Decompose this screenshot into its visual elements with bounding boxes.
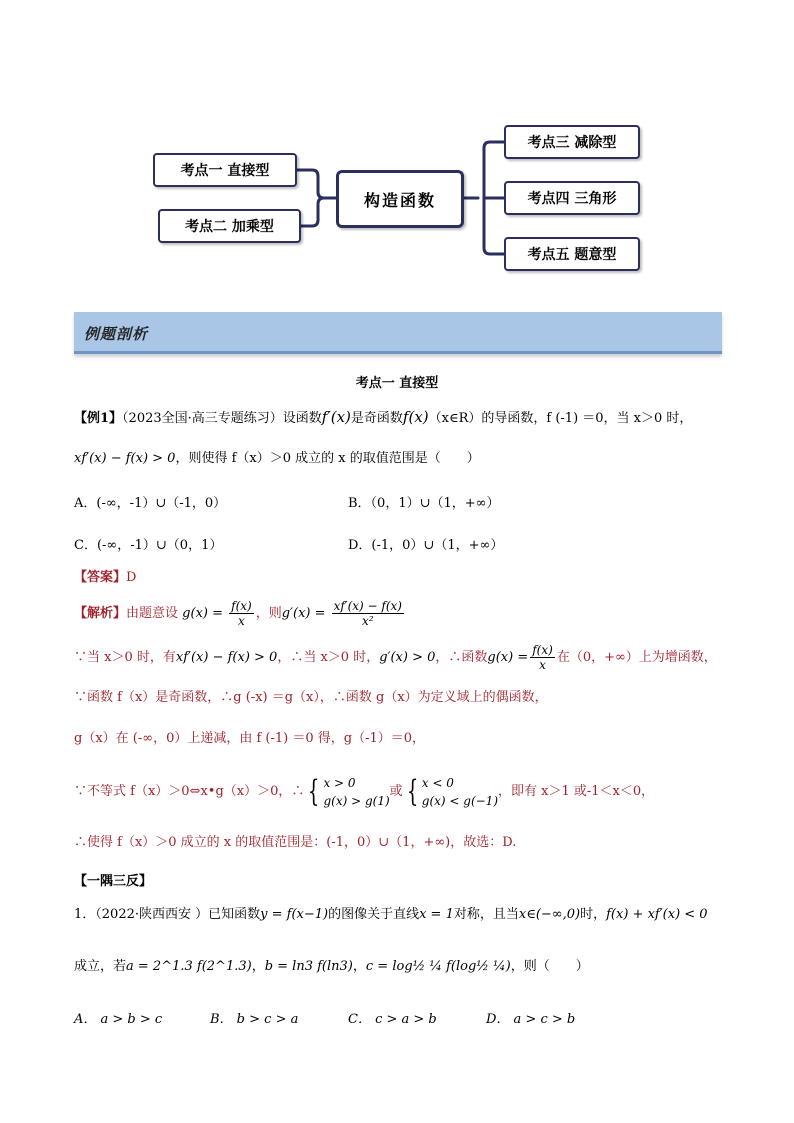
mindmap-node-label: 考点一 直接型 [180, 163, 270, 179]
analysis-text: 在（0，+∞）上为增函数， [556, 650, 717, 665]
analysis-line-4 [74, 772, 654, 812]
q-math: f(x) + xf′(x) < 0 [606, 907, 708, 922]
q-text: 的图像关于直线 [328, 907, 420, 922]
mindmap-node-label: 考点四 三角形 [527, 191, 617, 207]
mindmap-node-label: 考点二 加乘型 [185, 219, 274, 235]
system-row: g(x) > g(1) [323, 793, 390, 808]
q-text: 对称，且当 [453, 907, 519, 922]
system-row: g(x) < g(−1) [421, 793, 498, 808]
analysis-math: xf′(x) − f(x) > 0 [175, 650, 278, 665]
option-d: D．(-1，0）∪（1，+∞） [348, 538, 504, 553]
analysis-math: g′(x) > 0 [379, 650, 436, 665]
analysis-line-1 [74, 641, 717, 675]
analysis-text: ∵不等式 f（x）＞0⇔x•g（x）＞0，∴ [74, 784, 305, 799]
gprime-lhs: g′(x) = [281, 606, 326, 621]
analysis-text: ，∴函数 [435, 650, 488, 665]
mindmap-node-label: 考点五 题意型 [527, 247, 617, 263]
subsection-title [0, 372, 794, 391]
q-text: 1．（2022·陕西西安 ）已知函数 [74, 907, 261, 922]
practice-q1-line-1 [74, 906, 708, 924]
stem-text: 是奇函数 [350, 411, 403, 426]
mindmap-node-left-1 [153, 153, 297, 187]
q-math: c = log½ ¼ f(log½ ¼) [365, 959, 511, 974]
stem-text: ，则使得 f（x）＞0 成立的 x 的取值范围是（ ） [175, 451, 480, 466]
left-brace-icon: { [308, 773, 320, 809]
q-text: 成立，若 [74, 959, 127, 974]
g-fraction-denominator: x [238, 614, 245, 628]
stem-text: 设函数 [282, 411, 322, 426]
mindmap-connectors [0, 0, 794, 300]
gprime-numerator: xf′(x) − f(x) [333, 599, 402, 613]
q-text: ， [251, 959, 265, 974]
gprime-denominator: x² [362, 614, 374, 628]
option-a: A．(-∞，-1）∪（-1，0） [74, 496, 227, 511]
analysis-line-3: g（x）在 (-∞，0）上递减，由 f (-1) ＝0 得，g（-1）＝0， [74, 731, 426, 746]
example-stem-line-1 [74, 408, 692, 428]
section-header [74, 312, 722, 354]
section-title: 例题剖析 [84, 325, 149, 343]
mindmap-center-label: 构造函数 [363, 190, 436, 210]
g-fraction-inline [530, 643, 555, 672]
q-text: ，则（ ） [510, 959, 589, 974]
practice-q1-line-2 [74, 958, 589, 976]
mindmap-node-right-2 [504, 181, 640, 215]
mindmap-center-node [336, 170, 464, 228]
g-def-lhs: g(x) = [182, 606, 223, 621]
answer-line [74, 569, 136, 587]
q-math: b = ln3 f(ln3) [264, 959, 353, 974]
analysis-text: ∵当 x＞0 时，有 [74, 650, 176, 665]
q-math: x∈(−∞,0) [518, 907, 581, 922]
stem-math: f(x) [402, 408, 429, 426]
gprime-fraction [332, 599, 404, 628]
answer-value: D [126, 570, 137, 585]
system-row: x > 0 [323, 775, 356, 790]
analysis-line-5: ∴使得 f（x）＞0 成立的 x 的取值范围是：(-1，0）∪（1，+∞)，故选：D. [74, 835, 517, 850]
q-text: 时， [580, 907, 607, 922]
q-text: ， [352, 959, 366, 974]
example-source: （2023全国·高三专题练习） [122, 411, 283, 426]
q-math: a = 2^1.3 f(2^1.3) [126, 959, 252, 974]
option-b: B．（0，1）∪（1，+∞） [348, 496, 500, 511]
practice-option-a: A． a > b > c [74, 1012, 163, 1027]
q-math: y = f(x−1) [260, 907, 329, 922]
analysis-text: ，则 [255, 606, 282, 621]
inequality-system-1 [323, 774, 389, 810]
mindmap-node-right-1 [504, 125, 640, 159]
analysis-line-2: ∵函数 f（x）是奇函数，∴g (-x) ＝g（x），∴函数 g（x）为定义域上的偶函数， [74, 690, 548, 705]
left-brace-icon: { [406, 773, 418, 809]
g-fraction-denominator: x [539, 658, 546, 672]
analysis-text: 由题意设 [126, 606, 179, 621]
g-fraction-numerator: f(x) [532, 643, 553, 657]
example-stem-line-2 [74, 450, 480, 468]
mindmap-node-label: 考点三 减除型 [527, 135, 617, 151]
subsection-label: 考点一 直接型 [355, 376, 439, 391]
system-row: x < 0 [421, 775, 454, 790]
inequality-system-2 [422, 774, 498, 810]
mindmap-node-right-3 [504, 237, 640, 271]
practice-option-b: B． b > c > a [210, 1012, 299, 1027]
stem-math: xf′(x) − f(x) > 0 [74, 451, 176, 466]
example-label: 【例1】 [74, 411, 123, 426]
analysis-math: g(x) = [487, 650, 529, 665]
g-fraction [229, 599, 254, 628]
practice-option-c: C． c > a > b [348, 1012, 437, 1027]
option-c: C．(-∞，-1）∪（0，1） [74, 538, 223, 553]
practice-option-d: D． a > c > b [486, 1012, 576, 1027]
analysis-text: 或 [389, 784, 403, 799]
stem-math: f′(x) [321, 408, 351, 426]
analysis-label: 【解析】 [74, 606, 127, 621]
analysis-line-0 [74, 597, 406, 631]
stem-text: （x∈R）的导函数，f (-1) ＝0，当 x＞0 时， [428, 411, 693, 426]
analysis-text: ，即有 x＞1 或-1＜x＜0， [498, 784, 655, 799]
g-fraction-numerator: f(x) [231, 599, 252, 613]
answer-label: 【答案】 [74, 570, 127, 585]
mindmap-node-left-2 [158, 209, 301, 243]
q-math: x = 1 [419, 907, 454, 922]
analysis-text: ，∴当 x＞0 时， [277, 650, 380, 665]
practice-label: 【一隅三反】 [74, 874, 153, 889]
